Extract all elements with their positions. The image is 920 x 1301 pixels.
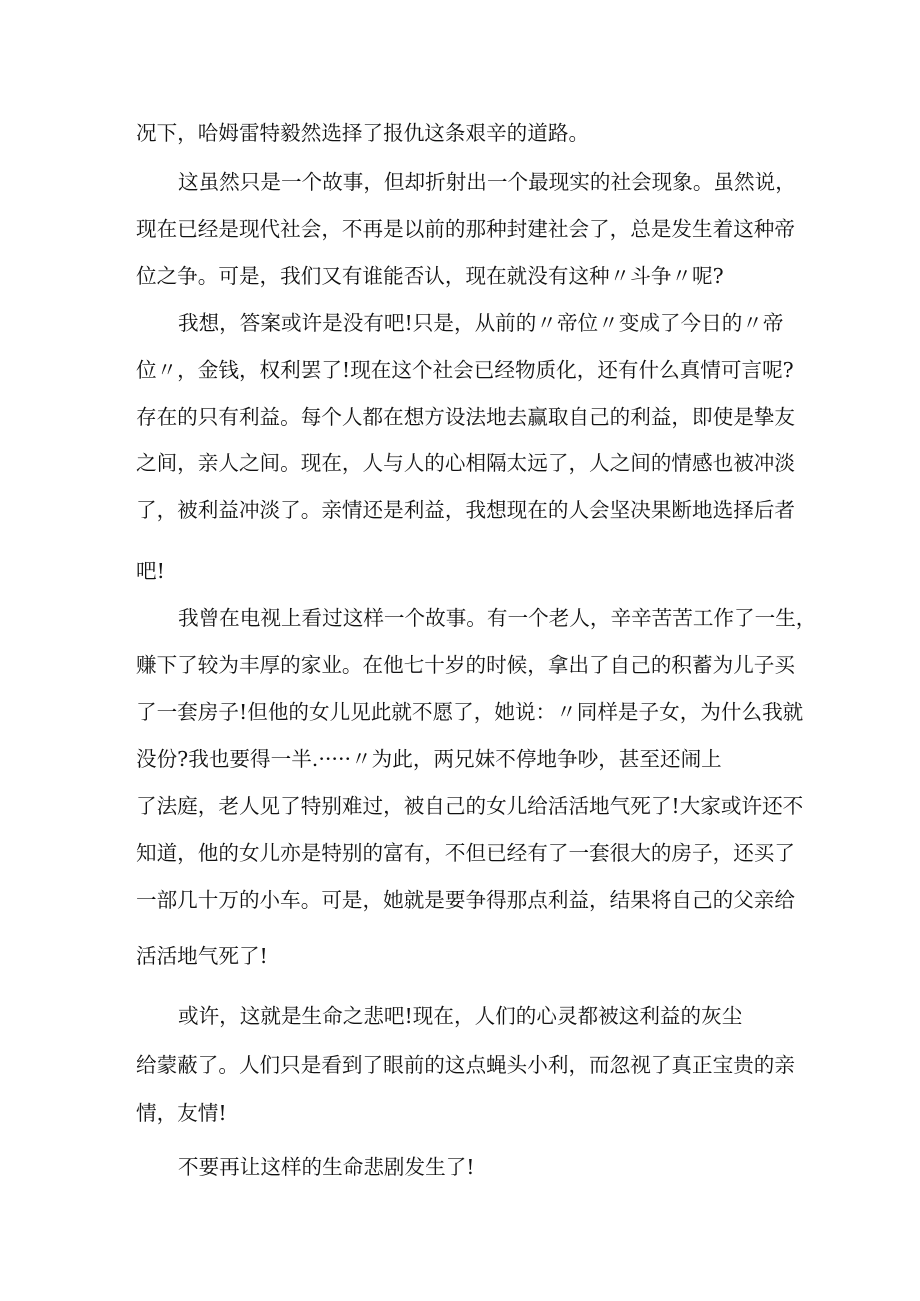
text-line: 一部几十万的小车。可是，她就是要争得那点利益，结果将自己的父亲给 — [136, 888, 795, 912]
text-line: 我曾在电视上看过这样一个故事。有一个老人，辛辛苦苦工作了一生， — [178, 606, 817, 630]
text-line: 给蒙蔽了。人们只是看到了眼前的这点蝇头小利，而忽视了真正宝贵的亲 — [136, 1053, 795, 1077]
text-line: 了，被利益冲淡了。亲情还是利益，我想现在的人会坚决果断地选择后者 — [136, 498, 795, 522]
text-line: 赚下了较为丰厚的家业。在他七十岁的时候，拿出了自己的积蓄为儿子买 — [136, 653, 795, 677]
text-line: 或许，这就是生命之悲吧!现在，人们的心灵都被这利益的灰尘 — [178, 1004, 743, 1028]
text-line: 情，友情! — [136, 1101, 227, 1125]
text-line: 活活地气死了! — [136, 944, 268, 968]
text-line: 位之争。可是，我们又有谁能否认，现在就没有这种〃斗争〃呢? — [136, 264, 724, 288]
text-line: 况下，哈姆雷特毅然选择了报仇这条艰辛的道路。 — [136, 121, 590, 145]
text-line: 知道，他的女儿亦是特别的富有，不但已经有了一套很大的房子，还买了 — [136, 841, 795, 865]
text-line: 了一套房子!但他的女儿见此就不愿了，她说：〃同样是子女，为什么我就 — [136, 700, 804, 724]
text-line: 我想，答案或许是没有吧!只是，从前的〃帝位〃变成了今日的〃帝 — [178, 311, 784, 335]
text-line: 位〃，金钱，权利罢了!现在这个社会已经物质化，还有什么真情可言呢? — [136, 358, 794, 382]
text-line: 存在的只有利益。每个人都在想方设法地去赢取自己的利益，即使是挚友 — [136, 405, 795, 429]
text-line: 不要再让这样的生命悲剧发生了! — [178, 1155, 475, 1179]
text-line: 之间，亲人之间。现在，人与人的心相隔太远了，人之间的情感也被冲淡 — [136, 451, 795, 475]
text-line: 这虽然只是一个故事，但却折射出一个最现实的社会现象。虽然说， — [178, 170, 796, 194]
text-line: 了法庭，老人见了特别难过，被自己的女儿给活活地气死了!大家或许还不 — [136, 794, 804, 818]
text-line: 吧! — [136, 559, 165, 583]
text-line: 现在已经是现代社会，不再是以前的那种封建社会了，总是发生着这种帝 — [136, 217, 795, 241]
text-line: 没份?我也要得一半.·····〃为此，两兄妹不停地争吵，甚至还闹上 — [136, 747, 722, 771]
